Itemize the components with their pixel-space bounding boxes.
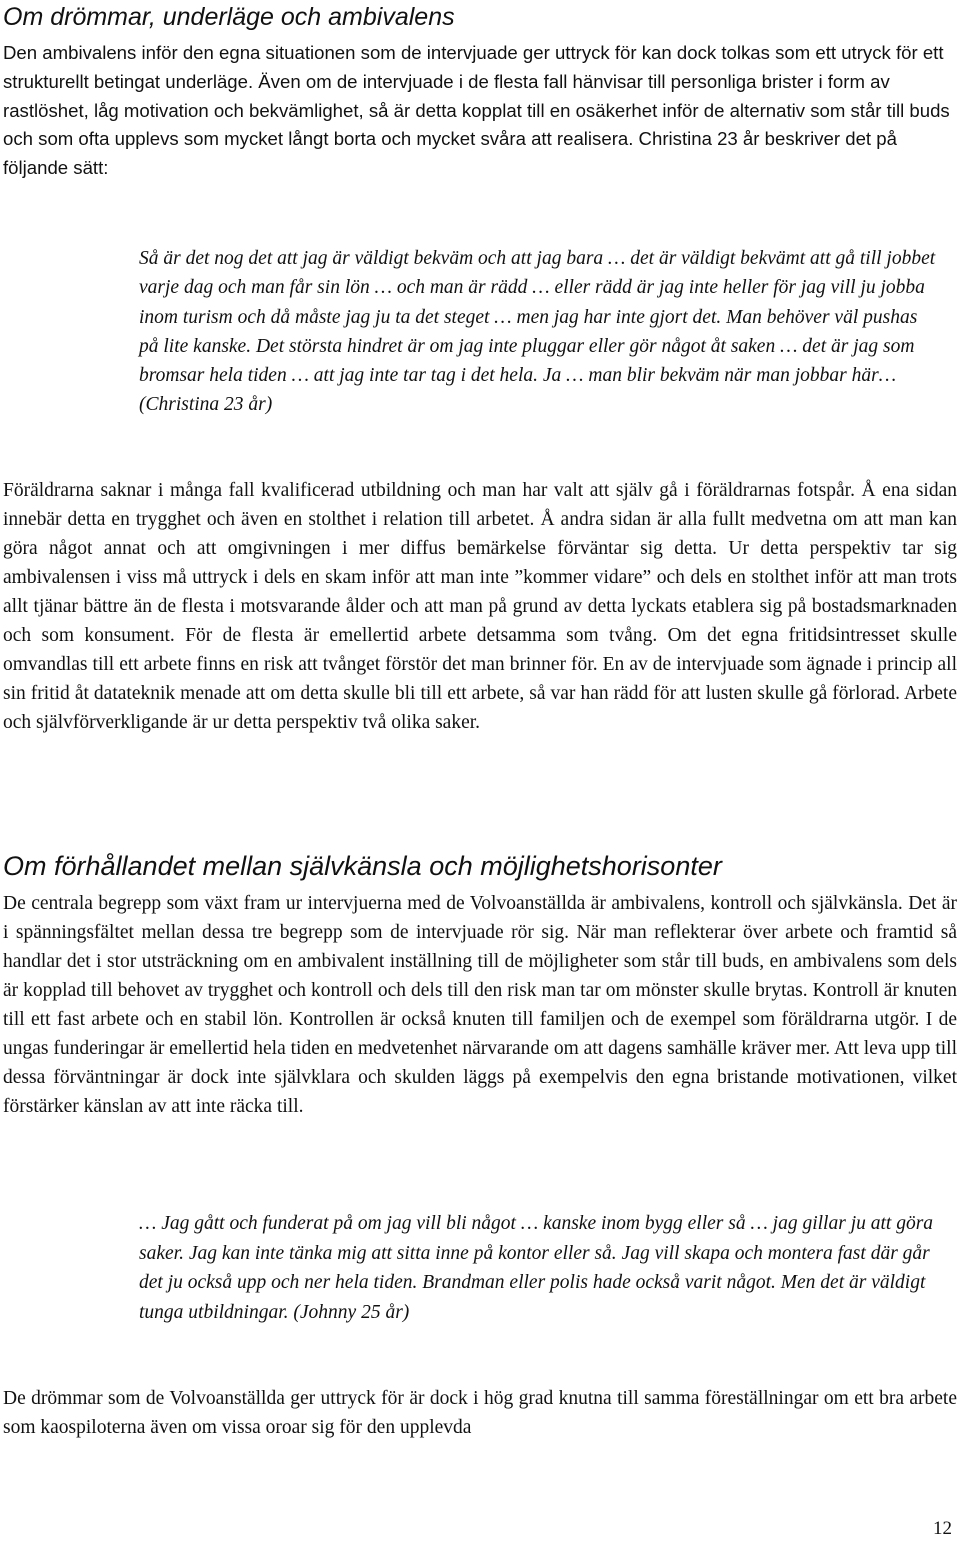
section-heading-dreams: Om drömmar, underläge och ambivalens [3,3,455,31]
section-heading-self-esteem: Om förhållandet mellan självkänsla och möjlighetshorisonter [3,851,722,881]
body-paragraph-ambivalence: Den ambivalens inför den egna situationen som de intervjuade ger uttryck för kan dock tolkas som ett utryck för ett strukturellt betingat underläge. Även om de intervjuade i de flesta fall hänvisar till personliga brister i form av rastlöshet, låg motivation och bekvämlighet, så är detta kopplat till en osäkerhet inför de alternativ som står till buds och som ofta upplevs som mycket långt borta och mycket svåra att realisera. Christina 23 år beskriver det på följande sätt: [3,42,950,179]
page-number: 12 [933,1518,952,1539]
interview-quote-christina: Så är det nog det att jag är väldigt bekväm och att jag bara … det är väldigt bekvämt att gå till jobbet varje dag och man får sin lön … och man är rädd … eller rädd är jag inte heller för jag vill ju jobba inom turism och då måste jag ju ta det steget … men jag har inte gjort det. Man behöver väl pushas på lite kanske. Det största hindret är om jag inte pluggar eller gör något åt saken … det är jag som bromsar hela tiden … att jag inte tar tag i det hela. Ja … man blir bekväm när man jobbar här…(Christina 23 år) [139,248,936,416]
interview-quote-johnny: … Jag gått och funderat på om jag vill bli något … kanske inom bygg eller så … jag gillar ju att göra saker. Jag kan inte tänka mig att sitta inne på kontor eller så. Jag vill skapa och montera fast där går det ju också upp och ner hela tiden. Brandman eller polis hade också varit något. Men det är väldigt tunga utbildningar. (Johnny 25 år) [139,1213,934,1323]
body-paragraph-dreams: De drömmar som de Volvoanställda ger uttryck för är dock i hög grad knutna till samma föreställningar om ett bra arbete som kaospiloterna även om vissa oroar sig för den upplevda [3,1388,957,1438]
body-paragraph-central-concepts: De centrala begrepp som växt fram ur intervjuerna med de Volvoanställda är ambivalens, kontroll och självkänsla. Det är i spänningsfältet mellan dessa tre begrepp som de intervjuade rör sig. När man reflekterar över arbete och framtid så handlar det i stor utsträckning om en ambivalent inställning till de möjligheter som står till buds, en ambivalens som dels är kopplad till behovet av trygghet och kontroll och dels till den risk man tar om mönster skulle brytas. Kontroll är knuten till ett fast arbete och en stabil lön. Kontrollen är också knuten till familjen och de exempel som föräldrarna utgör. I de ungas funderingar är emellertid hela tiden en medvetenhet närvarande om att dagens samhälle kräver mer. Att leva upp till dessa förväntningar är dock inte självklara och skulden läggs på exempelvis den egna bristande motivationen, vilket förstärker känslan av att inte räcka till. [3,893,957,1117]
body-paragraph-parents: Föräldrarna saknar i många fall kvalificerad utbildning och man har valt att själv gå i föräldrarnas fotspår. Å ena sidan innebär detta en trygghet och även en stolthet i relation till arbetet. Å andra sidan är alla fullt medvetna om att man kan göra något annat och att omgivningen i mer diffus bemärkelse förväntar sig detta. Ur detta perspektiv tar sig ambivalensen i viss må uttryck i dels en skam inför att man inte ”kommer vidare” och dels en stolthet inför att man trots allt tjänar bättre än de flesta i motsvarande ålder och att man på grund av detta lyckats etablera sig på bostadsmarknaden och som konsument. För de flesta är emellertid arbete detsamma som tvång. Om det egna fritidsintresset skulle omvandlas till ett arbete finns en risk att tvånget förstör det man brinner för. En av de intervjuade som ägnade i princip all sin fritid åt datateknik menade att om detta skulle bli till ett arbete, så var han rädd för att lusten skulle gå förlorad. Arbete och självförverkligande är ur detta perspektiv två olika saker. [3,480,957,733]
